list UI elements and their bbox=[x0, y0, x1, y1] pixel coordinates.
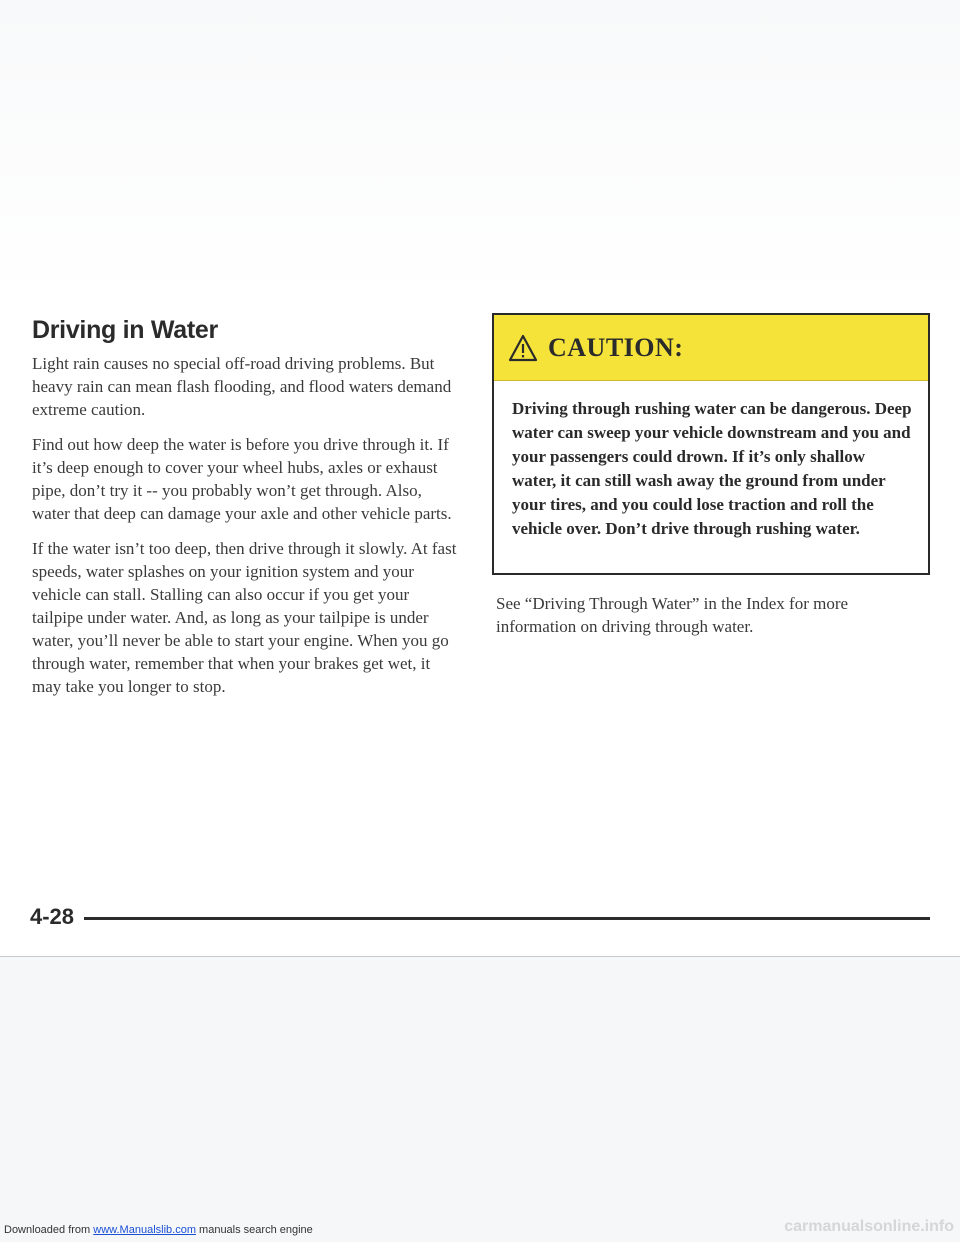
paragraph-3: If the water isn’t too deep, then drive through it slowly. At fast speeds, water splashes on your ignition system and your vehicle can stall. Stalling can also occur if you get your tailpipe under water. And, as long as your tailpipe is under water, you’ll never be able to start your engine. When you go through water, remember that when your brakes get wet, it may take you longer to stop. bbox=[32, 539, 457, 696]
page-bottom-shade bbox=[0, 956, 960, 1242]
page-top-shade bbox=[0, 0, 960, 300]
watermark-logo: carmanualsonline.info bbox=[784, 1218, 954, 1235]
download-source-line bbox=[4, 1224, 313, 1236]
body-column-left bbox=[32, 352, 462, 710]
footer-rule bbox=[84, 917, 930, 920]
paragraph-1: Light rain causes no special off-road driving problems. But heavy rain can mean flash flooding, and flood waters demand extreme caution. bbox=[32, 354, 452, 419]
section-title: Driving in Water bbox=[32, 316, 218, 344]
source-suffix: manuals search engine bbox=[195, 1224, 313, 1236]
paragraph-2: Find out how deep the water is before you drive through it. If it’s deep enough to cover your wheel hubs, axles or exhaust pipe, don’t try it -- you probably won’t get through. Also, water that deep can damage your axle and other vehicle parts. bbox=[32, 435, 452, 523]
warning-triangle-icon bbox=[508, 334, 538, 362]
page-bottom-line bbox=[0, 956, 960, 957]
page-number: 4-28 bbox=[30, 904, 75, 929]
caution-label: CAUTION: bbox=[548, 332, 684, 362]
manualslib-link[interactable]: www.Manualslib.com bbox=[93, 1224, 196, 1236]
caution-text: Driving through rushing water can be dangerous. Deep water can sweep your vehicle downstream and you and your passengers could drown. If it’s only shallow water, it can still wash away the ground from under your tires, and you could lose traction and roll the vehicle over. Don’t drive through rushing water. bbox=[512, 399, 912, 538]
source-prefix: Downloaded from bbox=[4, 1224, 94, 1236]
see-also-paragraph: See “Driving Through Water” in the Index for more information on driving through water. bbox=[496, 594, 849, 636]
caution-header bbox=[494, 315, 928, 381]
caution-box bbox=[492, 313, 930, 575]
